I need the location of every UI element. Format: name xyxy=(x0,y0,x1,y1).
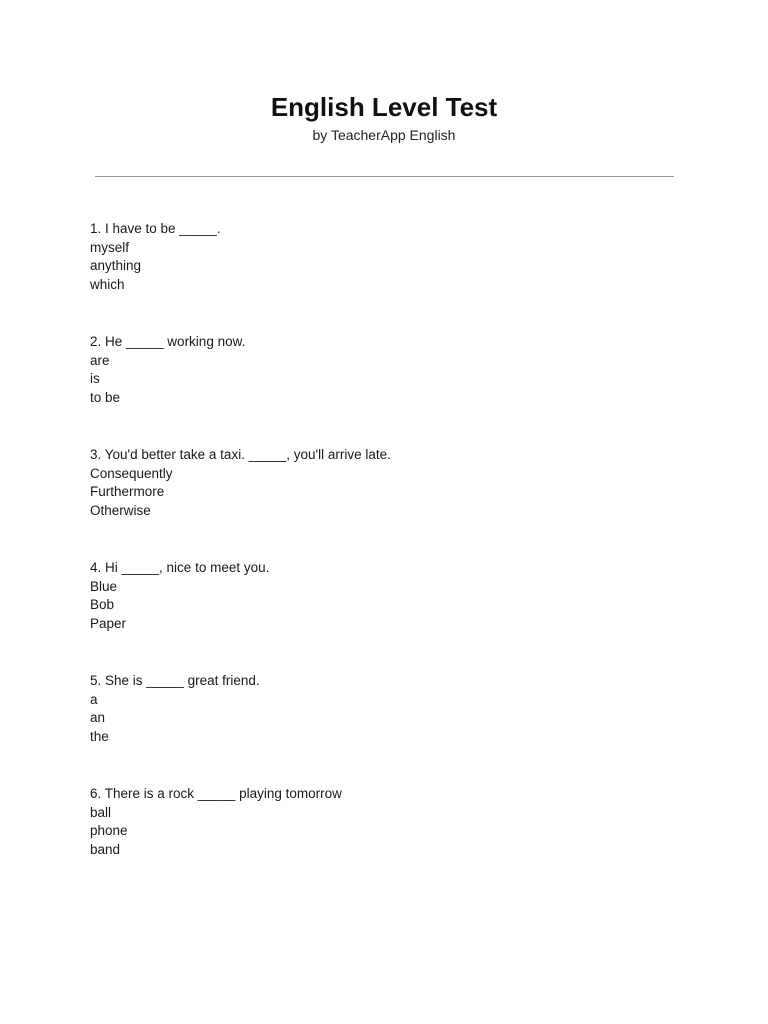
answer-option: Bob xyxy=(90,597,115,613)
answer-option: the xyxy=(90,728,109,744)
question-3 xyxy=(90,446,690,559)
question-text: 6. There is a rock _____ playing tomorrow xyxy=(90,786,342,801)
answer-option: band xyxy=(90,841,121,857)
answer-option: Paper xyxy=(90,615,127,631)
answer-option: an xyxy=(90,710,106,726)
answer-option: Consequently xyxy=(90,465,173,481)
question-text: 2. He _____ working now. xyxy=(90,334,246,349)
question-2 xyxy=(90,333,690,446)
answer-option: a xyxy=(90,691,98,707)
document-title: English Level Test xyxy=(270,92,498,122)
question-text: 3. You'd better take a taxi. _____, you'll arrive late. xyxy=(90,447,391,462)
answer-option: are xyxy=(90,352,110,368)
question-1 xyxy=(90,220,690,333)
question-4 xyxy=(90,559,690,672)
answer-option: is xyxy=(90,371,100,387)
answer-option: myself xyxy=(90,239,130,255)
document-subtitle: by TeacherApp English xyxy=(312,127,456,143)
answer-option: anything xyxy=(90,258,142,274)
answer-option: Blue xyxy=(90,578,118,594)
answer-option: phone xyxy=(90,823,128,839)
answer-option: to be xyxy=(90,389,121,405)
question-text: 4. Hi _____, nice to meet you. xyxy=(90,560,270,575)
question-6 xyxy=(90,785,690,898)
answer-option: Otherwise xyxy=(90,502,151,518)
question-text: 1. I have to be _____. xyxy=(90,221,221,236)
question-text: 5. She is _____ great friend. xyxy=(90,673,260,688)
question-list xyxy=(90,220,690,898)
title-divider xyxy=(95,176,674,177)
answer-option: which xyxy=(90,276,125,292)
question-5 xyxy=(90,672,690,785)
answer-option: Furthermore xyxy=(90,484,165,500)
answer-option: ball xyxy=(90,804,112,820)
